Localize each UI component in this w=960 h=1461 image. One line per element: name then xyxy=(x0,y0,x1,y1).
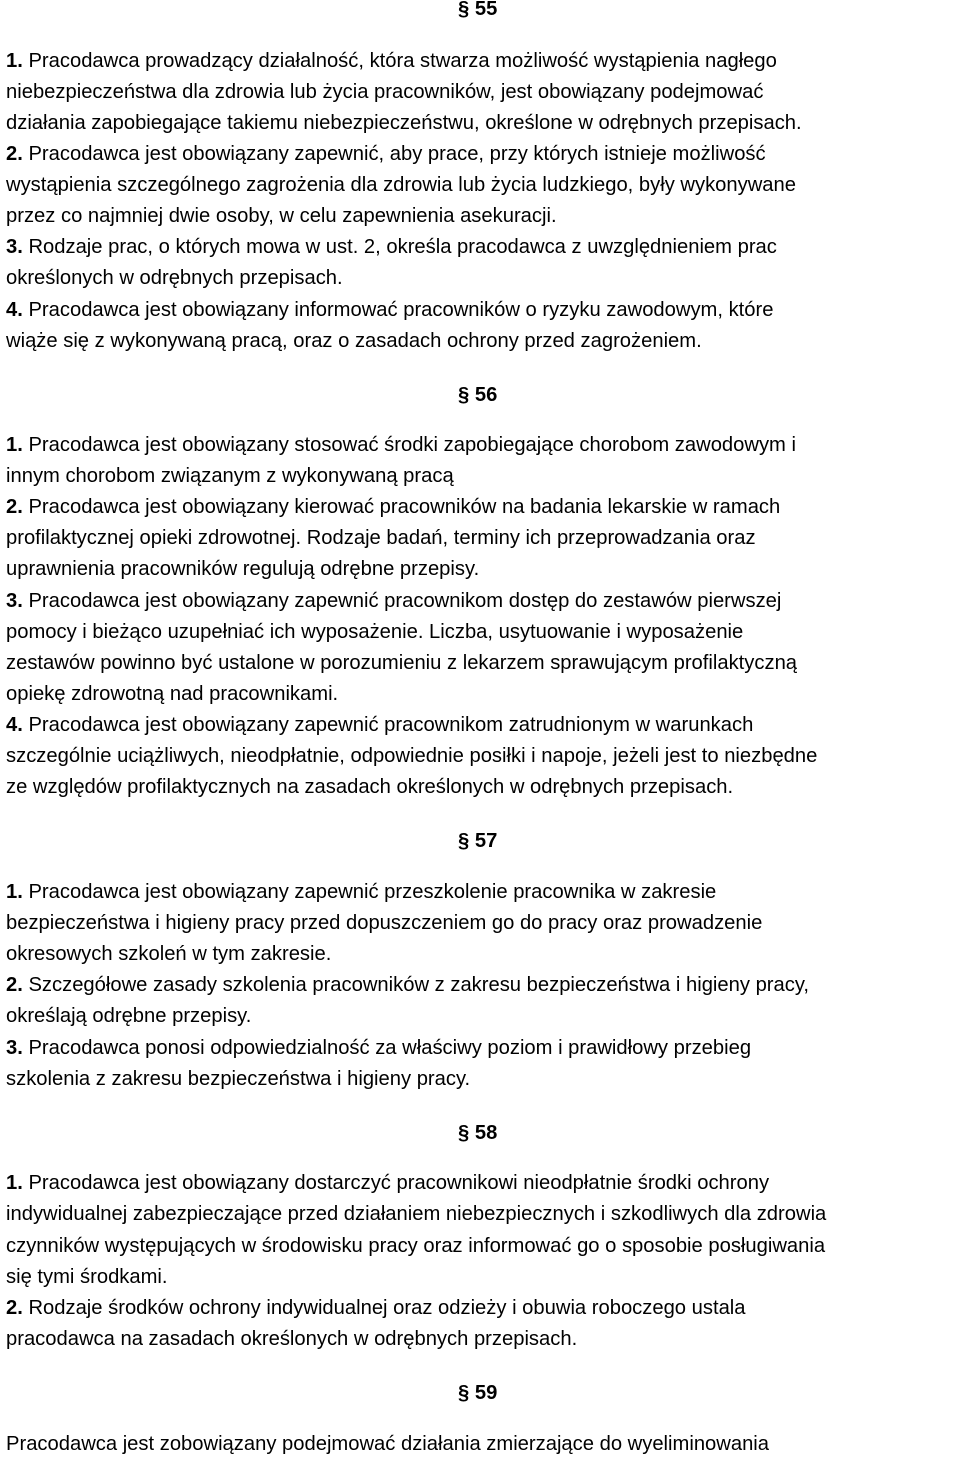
line-text: wystąpienia szczególnego zagrożenia dla zdrowia lub życia ludzkiego, były wykonywane xyxy=(6,174,796,196)
section-heading-59 xyxy=(458,1381,497,1405)
line-text: wiąże się z wykonywaną pracą, oraz o zasadach ochrony przed zagrożeniem. xyxy=(6,330,702,352)
line-text: Pracodawca jest obowiązany stosować środki zapobiegające chorobom zawodowym i xyxy=(22,434,796,456)
paragraph-line xyxy=(6,1234,825,1258)
paragraph-line xyxy=(6,298,773,322)
paragraph-line xyxy=(6,1036,751,1060)
paragraph-line xyxy=(6,1265,168,1289)
line-text: Pracodawca jest obowiązany informować pracowników o ryzyku zawodowym, które xyxy=(22,299,774,321)
section-number: 56 xyxy=(474,384,498,406)
paragraph-line xyxy=(6,1004,251,1028)
paragraph-line xyxy=(6,1432,769,1456)
section-number: 59 xyxy=(474,1382,498,1404)
paragraph-line xyxy=(6,495,780,519)
paragraph-line xyxy=(6,204,557,228)
section-symbol: § xyxy=(458,1382,470,1404)
paragraph-line xyxy=(6,526,756,550)
paragraph-line xyxy=(6,433,796,457)
point-number: 1. xyxy=(6,1172,23,1194)
paragraph-line xyxy=(6,1171,769,1195)
point-number: 2. xyxy=(6,143,23,165)
paragraph-line xyxy=(6,49,777,73)
paragraph-line xyxy=(6,1202,826,1226)
paragraph-line xyxy=(6,557,479,581)
section-heading-56 xyxy=(458,383,497,407)
line-text: Pracodawca jest obowiązany zapewnić pracownikom zatrudnionym w warunkach xyxy=(22,714,754,736)
paragraph-line xyxy=(6,173,796,197)
line-text: bezpieczeństwa i higieny pracy przed dopuszczeniem go do pracy oraz prowadzenie xyxy=(6,912,763,934)
section-symbol: § xyxy=(458,1122,470,1144)
section-heading-57 xyxy=(458,829,497,853)
paragraph-line xyxy=(6,973,809,997)
line-text: Pracodawca ponosi odpowiedzialność za właściwy poziom i prawidłowy przebieg xyxy=(22,1037,752,1059)
line-text: działania zapobiegające takiemu niebezpieczeństwu, określone w odrębnych przepisach. xyxy=(6,112,802,134)
line-text: okresowych szkoleń w tym zakresie. xyxy=(6,943,332,965)
paragraph-line xyxy=(6,620,743,644)
line-text: określonych w odrębnych przepisach. xyxy=(6,267,343,289)
section-number: 55 xyxy=(474,0,498,20)
point-number: 1. xyxy=(6,434,23,456)
point-number: 3. xyxy=(6,590,23,612)
paragraph-line xyxy=(6,1296,746,1320)
line-text: profilaktycznej opieki zdrowotnej. Rodzaje badań, terminy ich przeprowadzania oraz xyxy=(6,527,756,549)
section-number: 57 xyxy=(474,830,498,852)
line-text: Pracodawca jest obowiązany dostarczyć pracownikowi nieodpłatnie środki ochrony xyxy=(22,1172,770,1194)
line-text: opiekę zdrowotną nad pracownikami. xyxy=(6,683,339,705)
line-text: uprawnienia pracowników regulują odrębne przepisy. xyxy=(6,558,480,580)
paragraph-line xyxy=(6,651,797,675)
line-text: Pracodawca jest obowiązany kierować pracowników na badania lekarskie w ramach xyxy=(22,496,781,518)
line-text: Pracodawca prowadzący działalność, która stwarza możliwość wystąpienia nagłego xyxy=(22,50,777,72)
section-heading-58 xyxy=(458,1121,497,1145)
line-text: czynników występujących w środowisku pracy oraz informować go o sposobie posługiwania xyxy=(6,1235,826,1257)
paragraph-line xyxy=(6,942,331,966)
paragraph-line xyxy=(6,713,753,737)
point-number: 4. xyxy=(6,299,23,321)
point-number: 2. xyxy=(6,974,23,996)
point-number: 1. xyxy=(6,881,23,903)
line-text: określają odrębne przepisy. xyxy=(6,1005,252,1027)
paragraph-line xyxy=(6,775,733,799)
line-text: niebezpieczeństwa dla zdrowia lub życia pracowników, jest obowiązany podejmować xyxy=(6,81,764,103)
paragraph-line xyxy=(6,1067,470,1091)
section-number: 58 xyxy=(474,1122,498,1144)
paragraph-line xyxy=(6,1327,577,1351)
line-text: Szczegółowe zasady szkolenia pracowników z zakresu bezpieczeństwa i higieny pracy, xyxy=(22,974,810,996)
line-text: szkolenia z zakresu bezpieczeństwa i higieny pracy. xyxy=(6,1068,471,1090)
paragraph-line xyxy=(6,80,763,104)
point-number: 2. xyxy=(6,1297,23,1319)
paragraph-line xyxy=(6,744,817,768)
line-text: Pracodawca jest zobowiązany podejmować działania zmierzające do wyeliminowania xyxy=(6,1433,770,1455)
paragraph-line xyxy=(6,682,338,706)
point-number: 4. xyxy=(6,714,23,736)
line-text: Pracodawca jest obowiązany zapewnić przeszkolenie pracownika w zakresie xyxy=(22,881,717,903)
point-number: 3. xyxy=(6,1037,23,1059)
section-heading-55 xyxy=(458,0,497,21)
line-text: zestawów powinno być ustalone w porozumieniu z lekarzem sprawującym profilaktyczną xyxy=(6,652,798,674)
paragraph-line xyxy=(6,329,702,353)
section-symbol: § xyxy=(458,0,470,20)
line-text: Rodzaje środków ochrony indywidualnej oraz odzieży i obuwia roboczego ustala xyxy=(22,1297,746,1319)
line-text: się tymi środkami. xyxy=(6,1266,168,1288)
point-number: 2. xyxy=(6,496,23,518)
line-text: Rodzaje prac, o których mowa w ust. 2, określa pracodawca z uwzględnieniem prac xyxy=(22,236,777,258)
line-text: przez co najmniej dwie osoby, w celu zapewnienia asekuracji. xyxy=(6,205,557,227)
paragraph-line xyxy=(6,464,454,488)
point-number: 1. xyxy=(6,50,23,72)
paragraph-line xyxy=(6,142,766,166)
point-number: 3. xyxy=(6,236,23,258)
line-text: szczególnie uciążliwych, nieodpłatnie, odpowiednie posiłki i napoje, jeżeli jest to niezbędne xyxy=(6,745,818,767)
section-symbol: § xyxy=(458,384,470,406)
line-text: innym chorobom związanym z wykonywaną pracą xyxy=(6,465,454,487)
line-text: pracodawca na zasadach określonych w odrębnych przepisach. xyxy=(6,1328,578,1350)
paragraph-line xyxy=(6,589,781,613)
line-text: ze względów profilaktycznych na zasadach określonych w odrębnych przepisach. xyxy=(6,776,734,798)
paragraph-line xyxy=(6,266,343,290)
line-text: Pracodawca jest obowiązany zapewnić, aby prace, przy których istnieje możliwość xyxy=(22,143,766,165)
paragraph-line xyxy=(6,111,802,135)
line-text: indywidualnej zabezpieczające przed działaniem niebezpiecznych i szkodliwych dla zdrowia xyxy=(6,1203,827,1225)
paragraph-line xyxy=(6,911,762,935)
line-text: pomocy i bieżąco uzupełniać ich wyposażenie. Liczba, usytuowanie i wyposażenie xyxy=(6,621,744,643)
paragraph-line xyxy=(6,880,716,904)
line-text: Pracodawca jest obowiązany zapewnić pracownikom dostęp do zestawów pierwszej xyxy=(22,590,782,612)
paragraph-line xyxy=(6,235,777,259)
section-symbol: § xyxy=(458,830,470,852)
